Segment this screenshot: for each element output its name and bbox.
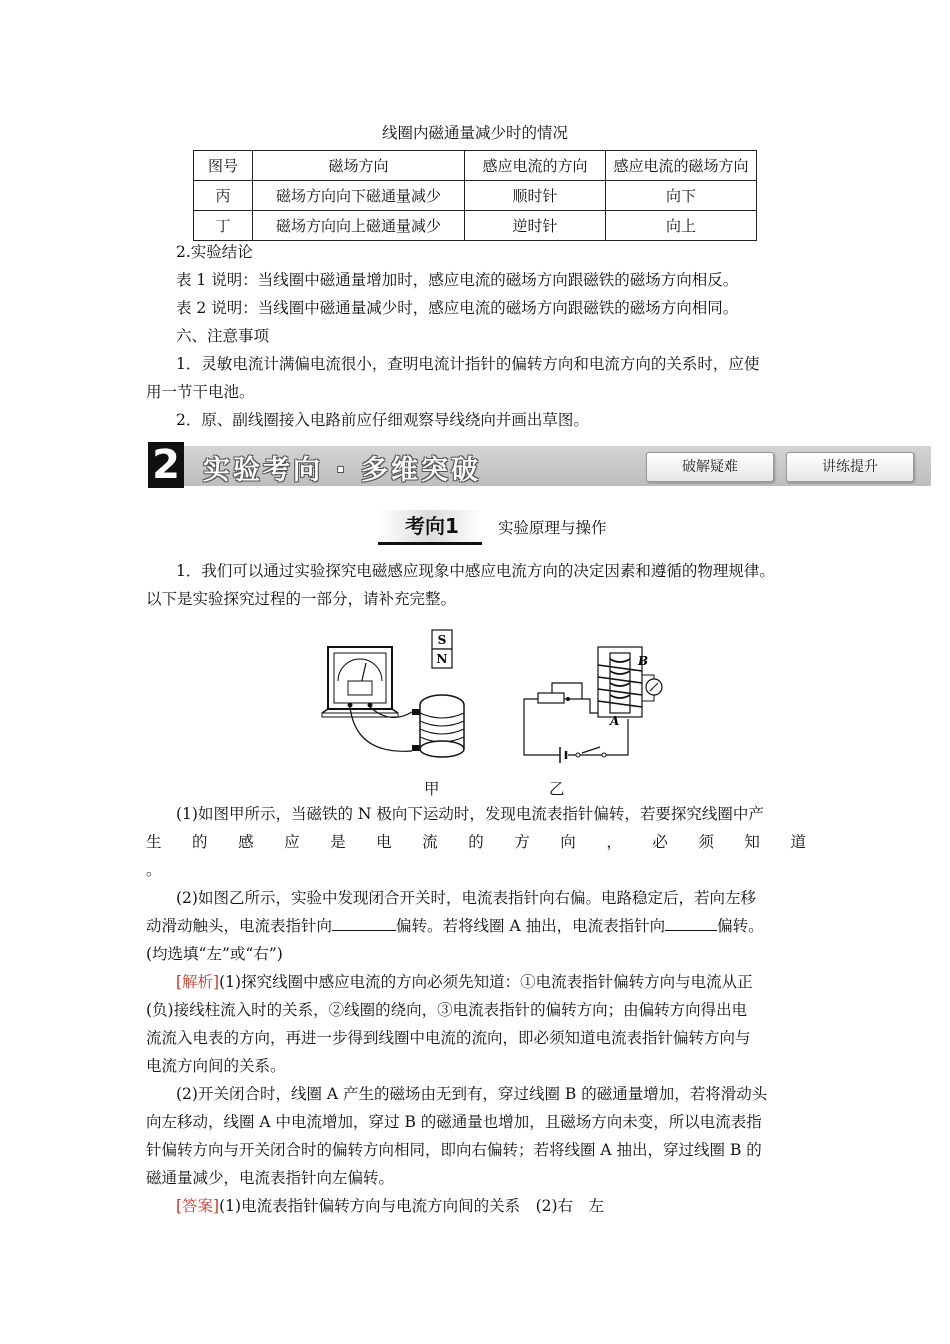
table-cell: 磁场方向向上磁通量减少 [253,211,465,241]
notes-item-1-cont: 用一节干电池。 [146,383,255,401]
figure-label-yi: 乙 [549,780,565,798]
table-cell: 丁 [194,211,253,241]
justified-char: 的 [468,833,484,851]
part1-justified-line [146,831,806,853]
question-intro: 1．我们可以通过实验探究电磁感应现象中感应电流方向的决定因素和遵循的物理规律。 [176,562,775,580]
justified-char: 道 [790,833,806,851]
part2-line-1: (2)如图乙所示，实验中发现闭合开关时，电流表指针向右偏。电路稳定后，若向左移 [176,889,756,907]
section-name: 实验原理与操作 [498,519,607,537]
banner-number: 2 [148,442,184,488]
part2-text-a: 动滑动触头，电流表指针向 [146,917,333,935]
magnet-s-label: S [437,633,447,647]
coil-icon [412,695,464,757]
table-header-cell: 磁场方向 [253,151,465,181]
answer-blank-1[interactable] [332,915,396,931]
analysis-line-7: 针偏转方向与开关闭合时的偏转方向相同，即向右偏转；若将线圈 A 抽出，穿过线圈 B 的 [146,1141,762,1159]
notes-heading: 六、注意事项 [176,327,270,345]
analysis-label: [解析] [176,973,220,991]
analysis-line-8: 磁通量减少，电流表指针向左偏转。 [146,1169,395,1187]
justified-char: 向 [560,833,576,851]
table-cell: 向下 [606,181,757,211]
answer-label: [答案] [176,1197,220,1215]
circuit-icon [524,647,662,763]
flux-decrease-table [193,150,757,241]
answer-blank-2[interactable] [665,915,717,931]
practice-improve-button[interactable]: 讲练提升 [786,452,914,482]
part2-line-2 [146,915,764,937]
conclusion-line-1: 表 1 说明：当线圈中磁通量增加时，感应电流的磁场方向跟磁铁的磁场方向相反。 [176,271,739,289]
justified-char: 流 [422,833,438,851]
conclusion-line-2: 表 2 说明：当线圈中磁通量减少时，感应电流的磁场方向跟磁铁的磁场方向相同。 [176,299,739,317]
justified-char: 方 [514,833,530,851]
conclusion-heading: 2.实验结论 [176,243,253,261]
analysis-line-2: (负)接线柱流入时的关系，②线圈的绕向，③电流表指针的偏转方向；由偏转方向得出电 [146,1001,748,1019]
table-header-cell: 感应电流的方向 [465,151,606,181]
justified-char: 须 [698,833,714,851]
part2-line-3: (均选填“左”或“右”) [146,945,283,963]
experiment-figure [320,625,680,775]
section-banner [148,442,931,490]
table-header-row [194,151,757,181]
answer-line [176,1195,604,1217]
notes-item-1: 1．灵敏电流计满偏电流很小，查明电流计指针的偏转方向和电流方向的关系时，应使 [176,355,760,373]
justified-char: 知 [744,833,760,851]
analysis-line-4: 电流方向间的关系。 [146,1057,286,1075]
table-row [194,211,757,241]
magnet-n-label: N [436,652,448,666]
justified-char: 必 [652,833,668,851]
justified-char: 是 [330,833,346,851]
table-caption: 线圈内磁通量减少时的情况 [381,124,568,142]
answer-text: (1)电流表指针偏转方向与电流方向间的关系 (2)右 左 [219,1197,605,1215]
table-header-cell: 感应电流的磁场方向 [606,151,757,181]
coil-a-label: A [610,714,620,728]
justified-char: 感 [238,833,254,851]
table-cell: 丙 [194,181,253,211]
table-header-cell: 图号 [194,151,253,181]
table-cell: 磁场方向向下磁通量减少 [253,181,465,211]
table-cell: 逆时针 [465,211,606,241]
part2-text-b: 偏转。若将线圈 A 抽出，电流表指针向 [396,917,666,935]
table-row [194,181,757,211]
section-tag: 考向1 [405,514,459,538]
part1-line-3: 。 [146,861,162,879]
notes-item-2: 2．原、副线圈接入电路前应仔细观察导线绕向并画出草图。 [176,411,589,429]
justified-char: 生 [146,833,162,851]
table-cell: 顺时针 [465,181,606,211]
question-intro-cont: 以下是实验探究过程的一部分，请补充完整。 [146,590,457,608]
solve-doubts-button[interactable]: 破解疑难 [646,452,774,482]
analysis-line-3: 流流入电表的方向，再进一步得到线圈中电流的流向，即必须知道电流表指针偏转方向与 [146,1029,751,1047]
justified-char: 的 [192,833,208,851]
analysis-line-5: (2)开关闭合时，线圈 A 产生的磁场由无到有，穿过线圈 B 的磁通量增加，若将滑动头 [176,1085,768,1103]
analysis-text: (1)探究线圈中感应电流的方向必须先知道：①电流表指针偏转方向与电流从正 [219,973,753,991]
coil-b-label: B [638,654,649,668]
table-cell: 向上 [606,211,757,241]
analysis-line-6: 向左移动，线圈 A 中电流增加，穿过 B 的磁通量也增加，且磁场方向未变，所以电流表指 [146,1113,762,1131]
part1-line-1: (1)如图甲所示，当磁铁的 N 极向下运动时，发现电流表指针偏转，若要探究线圈中产 [176,805,764,823]
justified-char: 应 [284,833,300,851]
justified-char: 电 [376,833,392,851]
figure-label-jia: 甲 [424,780,440,798]
part2-text-c: 偏转。 [717,917,764,935]
bar-magnet-icon [432,630,452,668]
justified-char: ， [606,833,622,851]
galvanometer-icon [322,647,398,717]
analysis-line-1 [176,971,753,993]
banner-title: 实验考向 · 多维突破 [203,455,482,486]
